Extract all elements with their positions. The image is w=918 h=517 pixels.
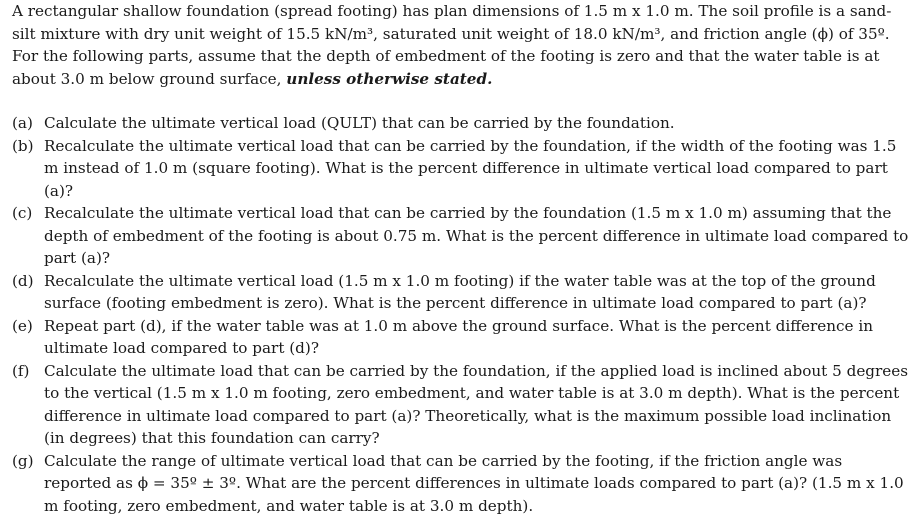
part-text: Calculate the ultimate vertical load ( (44, 114, 327, 132)
part-label: (f) (12, 360, 29, 383)
intro-emphasis: unless otherwise stated. (286, 70, 492, 88)
part-a (12, 112, 910, 135)
part-c (12, 202, 910, 270)
part-label: (e) (12, 315, 33, 338)
part-text: Recalculate the ultimate vertical load that can be carried by the foundation (1.5 m x 1.0 m) assuming that the depth of embedment of the footing is about 0.75 m. What is the percent difference in ultimate load compared to part (a)? (44, 204, 908, 267)
part-text: Recalculate the ultimate vertical load that can be carried by the foundation, if the width of the footing was 1.5 m instead of 1.0 m (square footing). What is the percent difference in ultimate vertical load compared to part (a)? (44, 137, 896, 200)
part-label: (b) (12, 135, 34, 158)
part-label: (a) (12, 112, 33, 135)
part-text: Repeat part (d), if the water table was at 1.0 m above the ground surface. What is the percent difference in ultimate load compared to part (d)? (44, 317, 873, 358)
intro-text: A rectangular shallow foundation (spread footing) has plan dimensions of 1.5 m x 1.0 m. The soil profile is a sand-silt mixture with dry unit weight of 15.5 kN/m³, saturated unit weight of 18.0 kN/m³, and friction angle (ϕ) of 35º. For the following parts, assume that the depth of embedment of the footing is zero and that the water table is at about 3.0 m below ground surface, (12, 2, 891, 88)
part-text: Recalculate the ultimate vertical load (1.5 m x 1.0 m footing) if the water table was at the top of the ground surface (footing embedment is zero). What is the percent difference in ultimate load compared to part (a)? (44, 272, 876, 313)
part-text: Calculate the ultimate load that can be carried by the foundation, if the applied load is inclined about 5 degrees to the vertical (1.5 m x 1.0 m footing, zero embedment, and water table is at 3.0 m depth). What is the percent difference in ultimate load compared to part (a)? Theoretically, what is the maximum possible load inclination (in degrees) that this foundation can carry? (44, 362, 908, 448)
part-b (12, 135, 910, 203)
problem-parts-list (12, 112, 910, 517)
part-label: (g) (12, 450, 34, 473)
problem-intro (12, 0, 910, 90)
part-g (12, 450, 910, 517)
part-f (12, 360, 910, 450)
part-label: (c) (12, 202, 32, 225)
q-symbol: Q (327, 114, 339, 132)
part-e (12, 315, 910, 360)
q-subscript: ULT (339, 114, 371, 132)
part-label: (d) (12, 270, 34, 293)
part-text: Calculate the range of ultimate vertical load that can be carried by the footing, if the friction angle was reported as ϕ = 35º ± 3º. What are the percent differences in ultimate loads compared to part (a)? (1.5 m x 1.0 m footing, zero embedment, and water table is at 3.0 m depth). (44, 452, 904, 515)
part-d (12, 270, 910, 315)
part-text: ) that can be carried by the foundation. (371, 114, 674, 132)
